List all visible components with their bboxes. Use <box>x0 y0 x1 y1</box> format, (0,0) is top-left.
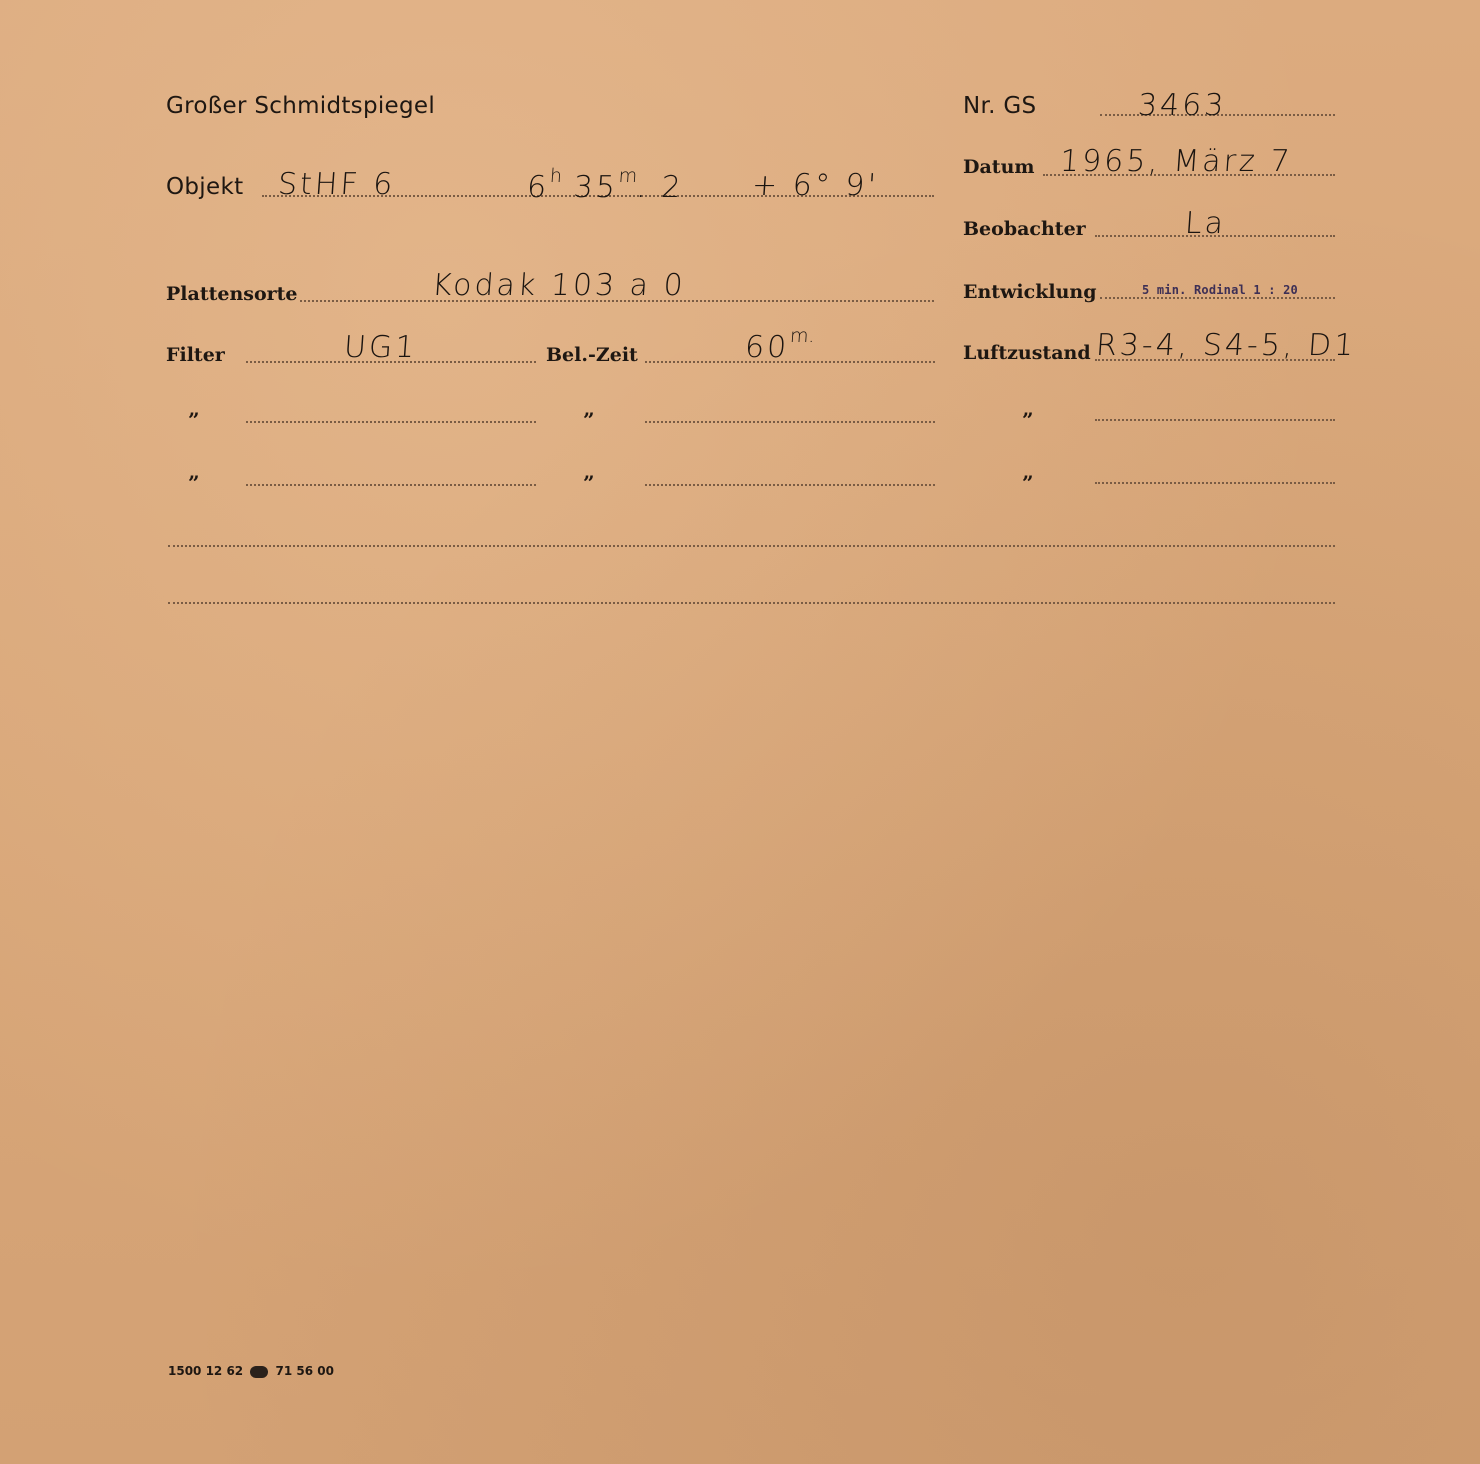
filter-label: Filter <box>166 344 225 366</box>
ditto-belzeit-1: ” <box>583 408 595 432</box>
entwicklung-dotted-line <box>1100 297 1335 299</box>
ra-minutes: 35 <box>572 170 620 205</box>
plattensorte-label: Plattensorte <box>166 283 298 305</box>
ra-minutes-unit: m <box>617 165 638 187</box>
datum-label: Datum <box>963 156 1035 178</box>
datum-value: 1965, März 7 <box>1058 144 1294 179</box>
plattensorte-value: Kodak 103 a 0 <box>430 268 687 303</box>
objekt-label: Objekt <box>166 174 244 200</box>
ditto-belzeit-2: ” <box>583 471 595 495</box>
filter-dotted-line-2 <box>246 421 536 423</box>
ditto-luft-2: ” <box>1022 471 1034 495</box>
print-code-right: 71 56 00 <box>275 1364 334 1378</box>
ditto-luft-1: ” <box>1022 408 1034 432</box>
luftzustand-value: R3-4, S4-5, D1 <box>1094 328 1358 363</box>
entwicklung-stamp: 5 min. Rodinal 1 : 20 <box>1142 283 1298 297</box>
ra-hours: 6 <box>525 170 551 205</box>
nr-value: 3463 <box>1136 88 1228 123</box>
belzeit-dotted-line-2 <box>645 421 935 423</box>
belzeit-unit: m. <box>789 325 816 347</box>
belzeit-value <box>743 325 816 365</box>
beobachter-label: Beobachter <box>963 218 1086 240</box>
beobachter-value: La <box>1183 206 1228 241</box>
belzeit-number: 60 <box>743 330 791 365</box>
objekt-ra <box>525 165 685 205</box>
luft-dotted-line-3 <box>1095 482 1335 484</box>
objekt-value: StHF 6 <box>276 167 397 202</box>
belzeit-label: Bel.-Zeit <box>546 344 638 366</box>
filter-dotted-line-3 <box>246 484 536 486</box>
nr-label: Nr. GS <box>963 93 1037 119</box>
entwicklung-label: Entwicklung <box>963 281 1097 303</box>
objekt-dec: + 6° 9' <box>750 168 880 203</box>
luft-dotted-line-2 <box>1095 419 1335 421</box>
print-code-left: 1500 12 62 <box>168 1364 244 1378</box>
printer-logo-icon <box>250 1366 268 1378</box>
filter-value: UG1 <box>342 330 419 365</box>
ditto-filter-2: ” <box>188 471 200 495</box>
notes-dotted-line-2 <box>168 602 1335 604</box>
card-title: Großer Schmidtspiegel <box>166 93 436 119</box>
print-code <box>168 1364 334 1378</box>
ra-fraction: . 2 <box>635 170 685 205</box>
notes-dotted-line-1 <box>168 545 1335 547</box>
ditto-filter-1: ” <box>188 408 200 432</box>
ra-hours-unit: h <box>549 165 563 187</box>
luftzustand-label: Luftzustand <box>963 342 1091 364</box>
belzeit-dotted-line-3 <box>645 484 935 486</box>
